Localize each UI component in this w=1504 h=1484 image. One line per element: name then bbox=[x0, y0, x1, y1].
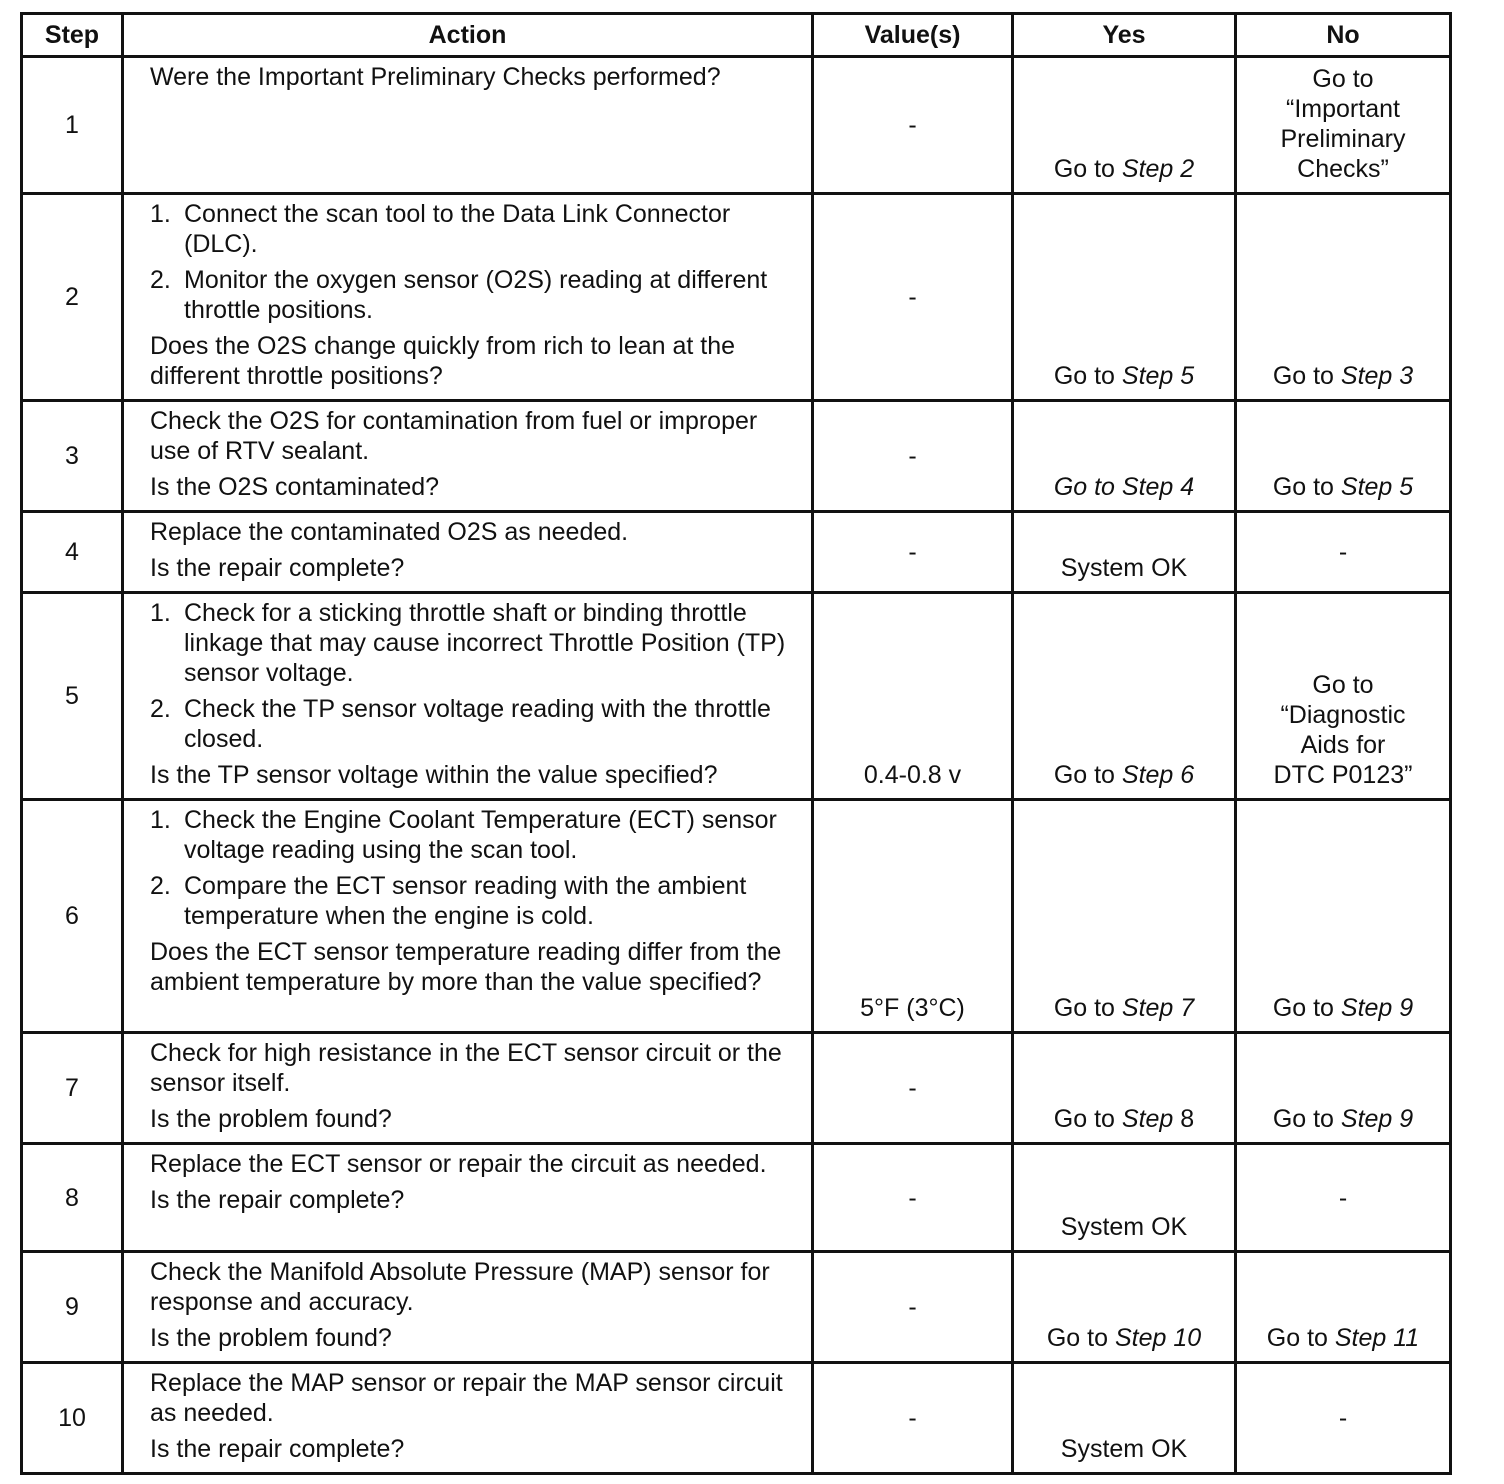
yes-text: Go to Step 5 bbox=[1053, 362, 1195, 390]
value-text: - bbox=[908, 1074, 917, 1102]
action-cell bbox=[123, 1252, 813, 1363]
yes-cell bbox=[1013, 1033, 1236, 1144]
yes-cell bbox=[1013, 1144, 1236, 1252]
no-text: - bbox=[1338, 538, 1348, 566]
header-row bbox=[22, 14, 1451, 57]
value-text: 0.4-0.8 v bbox=[863, 761, 962, 789]
yes-text: Go to Step 2 bbox=[1053, 155, 1195, 183]
value-text: - bbox=[908, 283, 917, 311]
table-row bbox=[22, 593, 1451, 800]
step-number: 4 bbox=[22, 512, 123, 593]
no-text: Go to “Important Preliminary Checks” bbox=[1280, 65, 1406, 183]
action-question: Is the repair complete? bbox=[150, 1435, 405, 1463]
no-cell bbox=[1236, 593, 1451, 800]
yes-cell bbox=[1013, 57, 1236, 194]
table-row bbox=[22, 57, 1451, 194]
action-question: Is the O2S contaminated? bbox=[150, 473, 440, 501]
action-question: Were the Important Preliminary Checks performed? bbox=[150, 63, 721, 91]
step-number: 10 bbox=[22, 1363, 123, 1474]
action-list-item: 2. Monitor the oxygen sensor (O2S) reading at different throttle positions. bbox=[150, 266, 768, 324]
diagnostic-page bbox=[20, 12, 1452, 1475]
action-cell bbox=[123, 1363, 813, 1474]
yes-text: Go to Step 10 bbox=[1046, 1324, 1202, 1352]
no-cell bbox=[1236, 401, 1451, 512]
header-value: Value(s) bbox=[813, 14, 1013, 57]
no-cell bbox=[1236, 1144, 1451, 1252]
step-number: 7 bbox=[22, 1033, 123, 1144]
value-text: - bbox=[908, 1404, 917, 1432]
no-text: Go to Step 9 bbox=[1272, 994, 1414, 1022]
yes-text: Go to Step 8 bbox=[1053, 1105, 1195, 1133]
yes-cell bbox=[1013, 593, 1236, 800]
no-text: - bbox=[1338, 1404, 1348, 1432]
action-cell bbox=[123, 593, 813, 800]
action-cell bbox=[123, 194, 813, 401]
action-cell bbox=[123, 512, 813, 593]
action-cell bbox=[123, 1144, 813, 1252]
diagnostic-table bbox=[20, 12, 1452, 1475]
action-question: Is the problem found? bbox=[150, 1324, 392, 1352]
action-text: Replace the ECT sensor or repair the circuit as needed. bbox=[150, 1150, 767, 1178]
table-row bbox=[22, 1033, 1451, 1144]
action-list-item: 1. Connect the scan tool to the Data Link Connector (DLC). bbox=[150, 200, 731, 258]
no-text: Go to Step 11 bbox=[1266, 1324, 1420, 1352]
action-cell bbox=[123, 1033, 813, 1144]
table-row bbox=[22, 401, 1451, 512]
step-number: 9 bbox=[22, 1252, 123, 1363]
action-text: Check the O2S for contamination from fuel or improper use of RTV sealant. bbox=[150, 407, 758, 465]
yes-cell bbox=[1013, 800, 1236, 1033]
header-no: No bbox=[1236, 14, 1451, 57]
action-text: Replace the MAP sensor or repair the MAP sensor circuit as needed. bbox=[150, 1369, 783, 1427]
value-cell bbox=[813, 800, 1013, 1033]
action-list-item: 1. Check the Engine Coolant Temperature (ECT) sensor voltage reading using the scan tool. bbox=[150, 806, 777, 864]
action-question: Is the repair complete? bbox=[150, 1186, 405, 1214]
no-cell bbox=[1236, 800, 1451, 1033]
value-cell bbox=[813, 57, 1013, 194]
header-yes: Yes bbox=[1013, 14, 1236, 57]
value-cell bbox=[813, 512, 1013, 593]
no-text: Go to “Diagnostic Aids for DTC P0123” bbox=[1273, 671, 1413, 789]
no-text: - bbox=[1338, 1183, 1348, 1212]
table-row bbox=[22, 1363, 1451, 1474]
step-number: 8 bbox=[22, 1144, 123, 1252]
value-cell bbox=[813, 1252, 1013, 1363]
value-text: - bbox=[908, 1183, 917, 1212]
action-question: Is the repair complete? bbox=[150, 554, 405, 582]
action-cell bbox=[123, 401, 813, 512]
yes-text: Go to Step 6 bbox=[1053, 761, 1195, 789]
value-text: - bbox=[908, 442, 917, 470]
no-cell bbox=[1236, 1033, 1451, 1144]
value-text: - bbox=[908, 1293, 917, 1321]
value-text: 5°F (3°C) bbox=[860, 994, 965, 1022]
yes-text: System OK bbox=[1060, 1435, 1188, 1463]
no-cell bbox=[1236, 194, 1451, 401]
yes-text: Go to Step 7 bbox=[1053, 994, 1195, 1022]
step-number: 3 bbox=[22, 401, 123, 512]
value-cell bbox=[813, 1033, 1013, 1144]
action-list-item: 2. Check the TP sensor voltage reading with the throttle closed. bbox=[150, 695, 771, 753]
no-cell bbox=[1236, 512, 1451, 593]
yes-cell bbox=[1013, 401, 1236, 512]
action-text: Replace the contaminated O2S as needed. bbox=[150, 518, 629, 546]
yes-text: Go to Step 4 bbox=[1053, 473, 1195, 501]
table-row bbox=[22, 512, 1451, 593]
action-question: Does the ECT sensor temperature reading differ from the ambient temperature by more than the value specified? bbox=[150, 938, 782, 996]
action-text: Check the Manifold Absolute Pressure (MAP) sensor for response and accuracy. bbox=[150, 1258, 770, 1316]
action-text: Check for high resistance in the ECT sensor circuit or the sensor itself. bbox=[150, 1039, 782, 1097]
value-cell bbox=[813, 401, 1013, 512]
action-question: Is the problem found? bbox=[150, 1105, 392, 1133]
value-cell bbox=[813, 1144, 1013, 1252]
value-cell bbox=[813, 1363, 1013, 1474]
no-text: Go to Step 9 bbox=[1272, 1105, 1414, 1133]
no-cell bbox=[1236, 1363, 1451, 1474]
step-number: 5 bbox=[22, 593, 123, 800]
no-text: Go to Step 3 bbox=[1272, 362, 1414, 390]
no-text: Go to Step 5 bbox=[1272, 473, 1414, 501]
yes-text: System OK bbox=[1060, 554, 1188, 582]
value-text: - bbox=[908, 111, 917, 139]
step-number: 6 bbox=[22, 800, 123, 1033]
action-question: Does the O2S change quickly from rich to lean at the different throttle positions? bbox=[150, 332, 736, 390]
yes-cell bbox=[1013, 1252, 1236, 1363]
table-row bbox=[22, 1144, 1451, 1252]
yes-cell bbox=[1013, 512, 1236, 593]
table-row bbox=[22, 800, 1451, 1033]
step-number: 2 bbox=[22, 194, 123, 401]
action-question: Is the TP sensor voltage within the value specified? bbox=[150, 761, 718, 789]
header-action: Action bbox=[123, 14, 813, 57]
value-cell bbox=[813, 194, 1013, 401]
yes-cell bbox=[1013, 194, 1236, 401]
yes-text: System OK bbox=[1060, 1213, 1188, 1241]
action-list-item: 2. Compare the ECT sensor reading with the ambient temperature when the engine is cold. bbox=[150, 872, 747, 930]
no-cell bbox=[1236, 1252, 1451, 1363]
header-step: Step bbox=[22, 14, 123, 57]
table-row bbox=[22, 1252, 1451, 1363]
step-number: 1 bbox=[22, 57, 123, 194]
action-list-item: 1. Check for a sticking throttle shaft or binding throttle linkage that may cause incorrect Throttle Position (TP) sensor voltage. bbox=[150, 599, 786, 687]
table-row bbox=[22, 194, 1451, 401]
value-cell bbox=[813, 593, 1013, 800]
yes-cell bbox=[1013, 1363, 1236, 1474]
action-cell bbox=[123, 800, 813, 1033]
no-cell bbox=[1236, 57, 1451, 194]
value-text: - bbox=[908, 538, 917, 566]
action-cell bbox=[123, 57, 813, 194]
